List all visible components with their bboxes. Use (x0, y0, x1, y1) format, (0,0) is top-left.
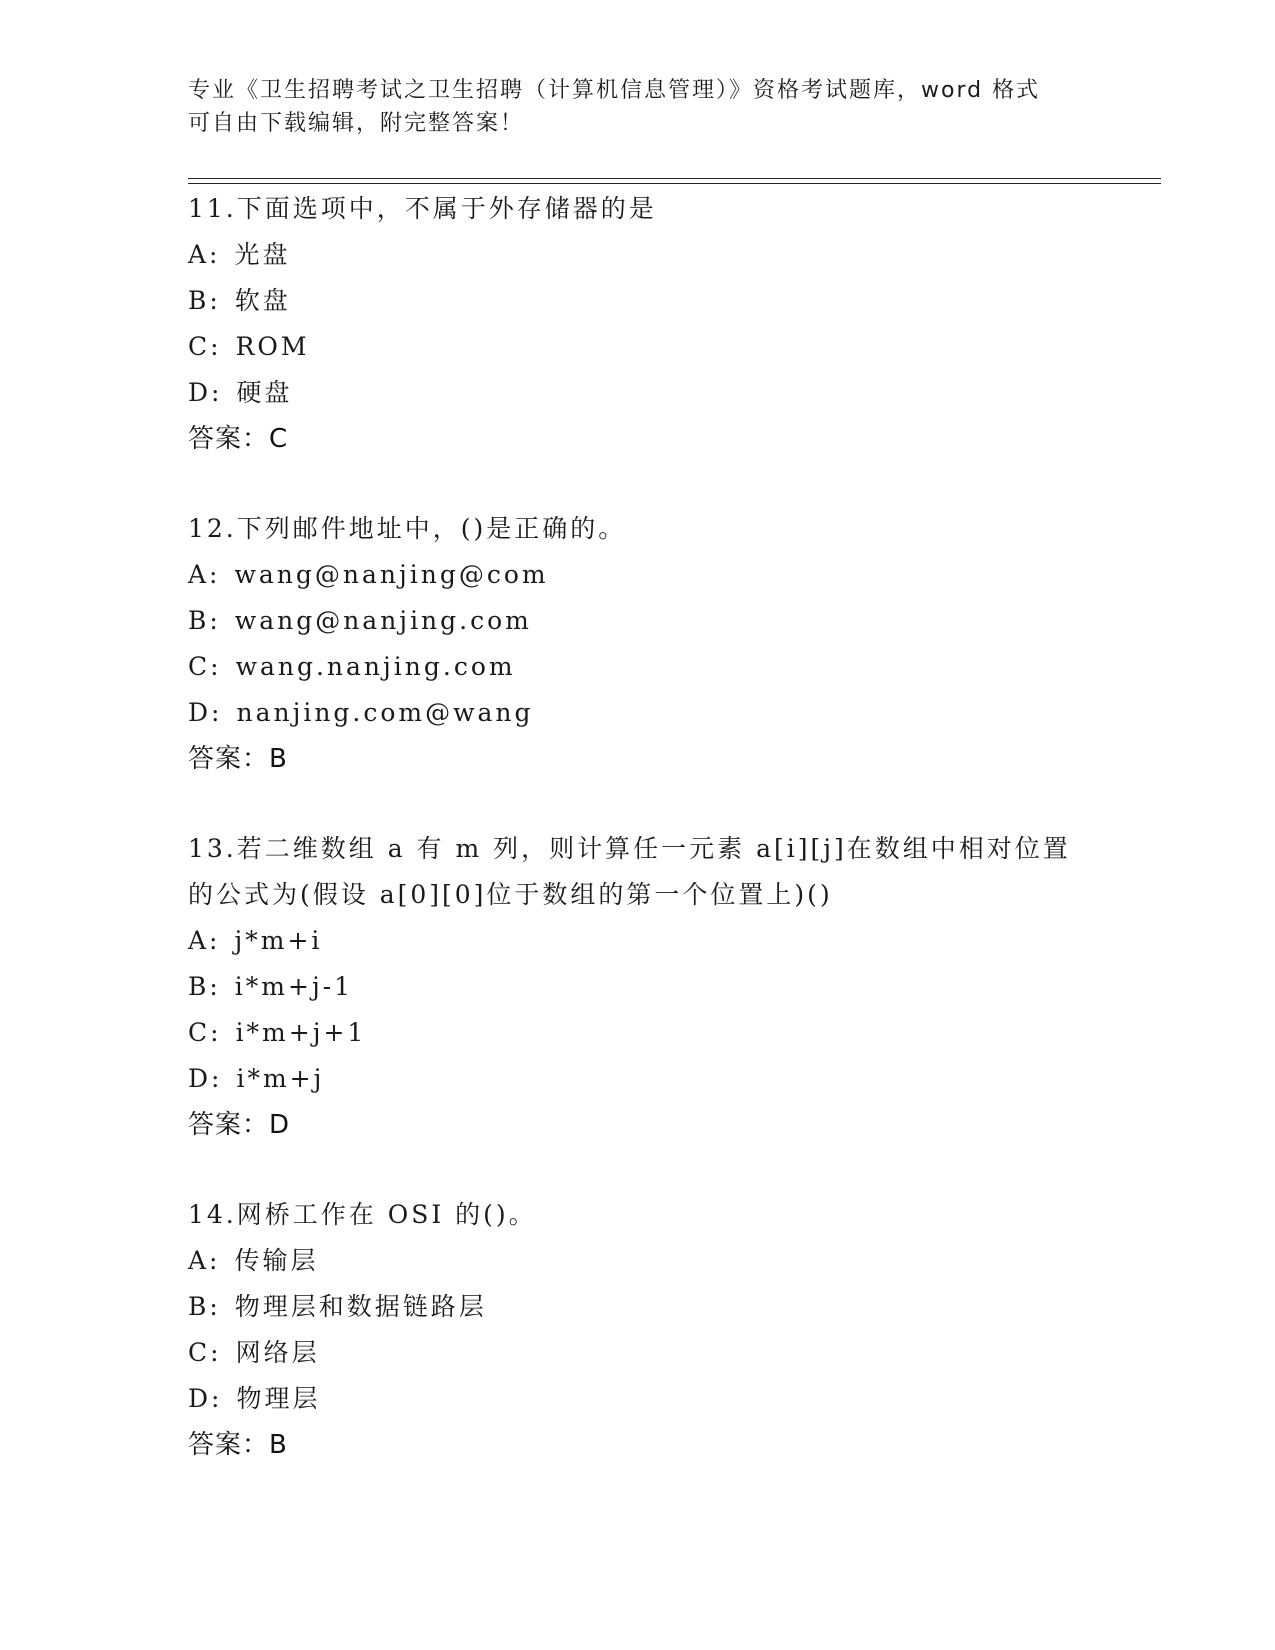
option-a (188, 552, 1088, 598)
answer: 答案：B (188, 744, 288, 774)
option-label: D: (188, 698, 223, 727)
option-text: 传输层 (234, 1246, 319, 1275)
option-text: ROM (235, 332, 310, 361)
option-label: A: (188, 240, 221, 269)
option-text: i*m+j (236, 1064, 325, 1093)
question-stem: 14.网桥工作在 OSI 的()。 (188, 1200, 537, 1229)
option-b (188, 598, 1088, 644)
answer: 答案：B (188, 1430, 288, 1460)
option-d (188, 1376, 1088, 1422)
option-label: D: (188, 1384, 223, 1413)
option-c (188, 644, 1088, 690)
option-label: C: (188, 1018, 222, 1047)
option-text: 硬盘 (236, 378, 293, 407)
option-a (188, 1238, 1088, 1284)
option-d (188, 1056, 1088, 1102)
option-text: i*m+j-1 (234, 972, 354, 1001)
option-c (188, 1010, 1088, 1056)
option-text: nanjing.com@wang (236, 698, 534, 727)
header-line-2: 可自由下载编辑，附完整答案！ (188, 111, 525, 136)
option-a (188, 232, 1088, 278)
header-divider-top (188, 178, 1161, 179)
option-label: A: (188, 1246, 221, 1275)
option-text: wang@nanjing@com (234, 560, 549, 589)
option-label: A: (188, 926, 221, 955)
header-divider-bottom (188, 183, 1161, 184)
document-header (188, 74, 1088, 140)
option-b (188, 1284, 1088, 1330)
option-text: i*m+j+1 (235, 1018, 367, 1047)
option-label: B: (188, 972, 221, 1001)
option-b (188, 964, 1088, 1010)
option-text: wang.nanjing.com (235, 652, 516, 681)
option-label: B: (188, 606, 221, 635)
question-11 (188, 186, 1088, 462)
question-stem: 11.下面选项中，不属于外存储器的是 (188, 194, 657, 223)
option-d (188, 370, 1088, 416)
option-text: 网络层 (235, 1338, 320, 1367)
option-label: A: (188, 560, 221, 589)
question-stem-line-1: 13.若二维数组 a 有 m 列，则计算任一元素 a[i][j]在数组中相对位置 (188, 834, 1071, 863)
option-label: B: (188, 286, 221, 315)
question-12 (188, 506, 1088, 782)
question-14 (188, 1192, 1088, 1468)
option-a (188, 918, 1088, 964)
option-d (188, 690, 1088, 736)
option-label: D: (188, 1064, 223, 1093)
answer: 答案：C (188, 424, 289, 454)
option-c (188, 1330, 1088, 1376)
answer: 答案：D (188, 1110, 291, 1140)
option-text: 物理层 (236, 1384, 321, 1413)
option-label: C: (188, 332, 222, 361)
option-label: C: (188, 652, 222, 681)
option-text: 软盘 (234, 286, 291, 315)
question-stem: 12.下列邮件地址中，()是正确的。 (188, 514, 627, 543)
option-label: D: (188, 378, 223, 407)
option-label: B: (188, 1292, 221, 1321)
option-text: 光盘 (234, 240, 291, 269)
question-13 (188, 826, 1088, 1148)
header-line-1: 专业《卫生招聘考试之卫生招聘（计算机信息管理）》资格考试题库，word 格式 (188, 78, 1041, 103)
option-label: C: (188, 1338, 222, 1367)
option-text: wang@nanjing.com (234, 606, 532, 635)
option-text: j*m+i (234, 926, 323, 955)
option-text: 物理层和数据链路层 (234, 1292, 487, 1321)
question-stem-line-2: 的公式为(假设 a[0][0]位于数组的第一个位置上)() (188, 880, 833, 909)
option-b (188, 278, 1088, 324)
option-c (188, 324, 1088, 370)
